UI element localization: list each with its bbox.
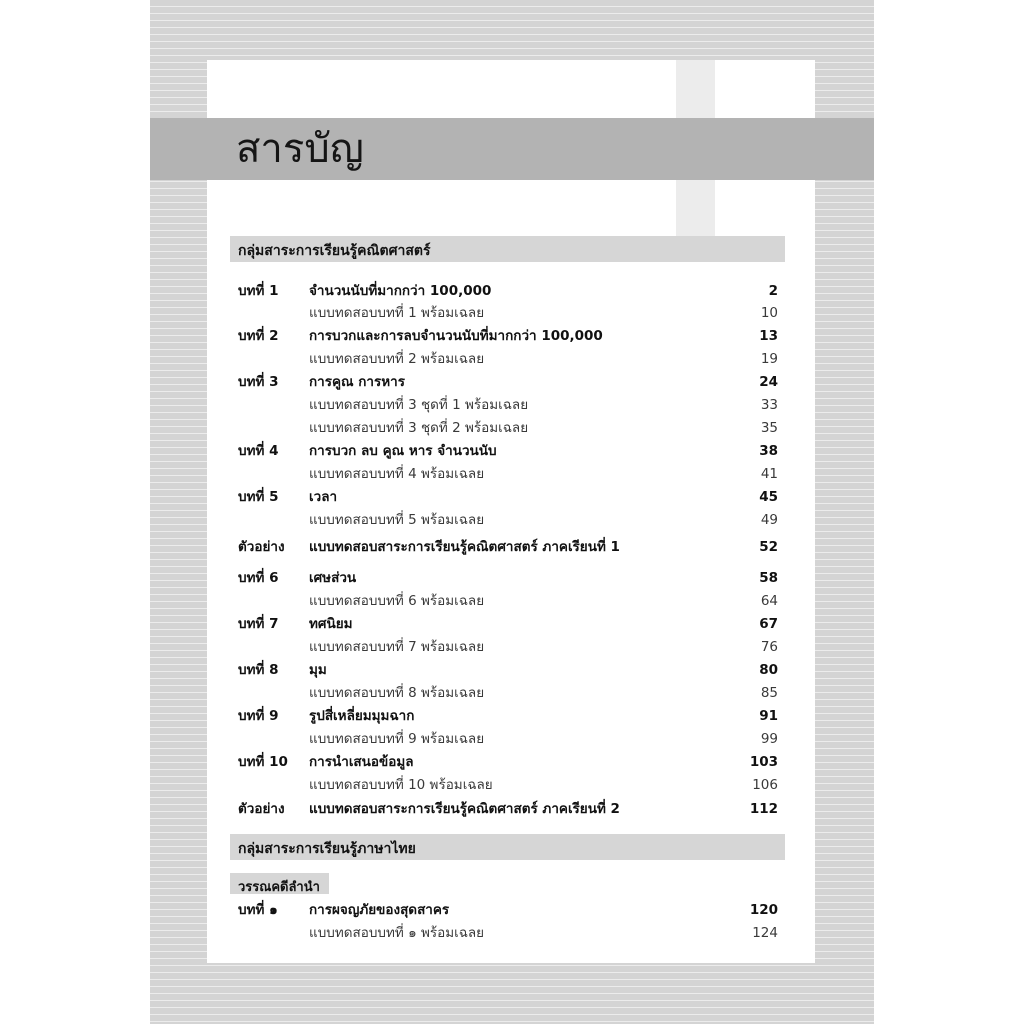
section-title-math: กลุ่มสาระการเรียนรู้คณิตศาสตร์ xyxy=(238,243,431,259)
chapter-title: แบบทดสอบสาระการเรียนรู้คณิตศาสตร์ ภาคเรียนที่ 2 xyxy=(309,801,620,817)
page-number: 33 xyxy=(760,397,778,413)
toc-row xyxy=(230,683,778,703)
page-number: 106 xyxy=(752,777,778,793)
page-number: 10 xyxy=(760,305,778,321)
section-title-thai: กลุ่มสาระการเรียนรู้ภาษาไทย xyxy=(238,841,416,857)
test-title: แบบทดสอบบทที่ 8 พร้อมเฉลย xyxy=(309,685,485,701)
toc-row xyxy=(230,923,778,943)
chapter-title: การนำเสนอข้อมูล xyxy=(309,754,414,770)
toc-row xyxy=(230,441,778,461)
toc-row xyxy=(230,349,778,369)
chapter-label: บทที่ 4 xyxy=(238,443,279,459)
chapter-label: บทที่ 9 xyxy=(238,708,279,724)
page-number: 85 xyxy=(760,685,778,701)
toc-row xyxy=(230,591,778,611)
page-number: 103 xyxy=(749,754,778,770)
toc-row xyxy=(230,729,778,749)
toc-row xyxy=(230,706,778,726)
page-number: 52 xyxy=(759,539,778,555)
page-number: 124 xyxy=(752,925,778,941)
chapter-title: เศษส่วน xyxy=(309,570,357,586)
chapter-label: บทที่ 3 xyxy=(238,374,279,390)
toc-row xyxy=(230,660,778,680)
toc-row xyxy=(230,614,778,634)
subsection-header xyxy=(230,873,329,894)
toc-row xyxy=(230,510,778,530)
chapter-title: การบวกและการลบจำนวนนับที่มากกว่า 100,000 xyxy=(309,328,603,344)
chapter-title: การคูณ การหาร xyxy=(309,374,405,390)
chapter-title: มุม xyxy=(309,662,327,678)
chapter-title: รูปสี่เหลี่ยมมุมฉาก xyxy=(309,708,415,724)
toc-row xyxy=(230,372,778,392)
page-number: 35 xyxy=(760,420,778,436)
chapter-label: บทที่ 6 xyxy=(238,570,279,586)
test-title: แบบทดสอบบทที่ 9 พร้อมเฉลย xyxy=(309,731,485,747)
page-number: 64 xyxy=(760,593,778,609)
page-number: 80 xyxy=(759,662,778,678)
chapter-label: บทที่ 10 xyxy=(238,754,288,770)
chapter-label: ตัวอย่าง xyxy=(238,539,285,555)
toc-row xyxy=(230,752,778,772)
toc-row xyxy=(230,568,778,588)
chapter-title: การผจญภัยของสุดสาคร xyxy=(309,902,450,918)
test-title: แบบทดสอบบทที่ 1 พร้อมเฉลย xyxy=(309,305,485,321)
page-number: 58 xyxy=(759,570,778,586)
section-header-thai xyxy=(230,834,785,860)
toc-row xyxy=(230,775,778,795)
chapter-title: แบบทดสอบสาระการเรียนรู้คณิตศาสตร์ ภาคเรียนที่ 1 xyxy=(309,539,620,555)
test-title: แบบทดสอบบทที่ 10 พร้อมเฉลย xyxy=(309,777,493,793)
page-number: 91 xyxy=(759,708,778,724)
page-number: 67 xyxy=(759,616,778,632)
page-number: 24 xyxy=(759,374,778,390)
page-title: สารบัญ xyxy=(236,126,364,172)
page-number: 41 xyxy=(760,466,778,482)
subsection-title: วรรณคดีลำนำ xyxy=(238,880,320,895)
toc-row xyxy=(230,464,778,484)
page-number: 2 xyxy=(768,283,778,299)
page-number: 38 xyxy=(759,443,778,459)
page-number: 120 xyxy=(749,902,778,918)
test-title: แบบทดสอบบทที่ 7 พร้อมเฉลย xyxy=(309,639,485,655)
chapter-title: การบวก ลบ คูณ หาร จำนวนนับ xyxy=(309,443,497,459)
page-number: 99 xyxy=(760,731,778,747)
test-title: แบบทดสอบบทที่ 3 ชุดที่ 2 พร้อมเฉลย xyxy=(309,420,529,436)
toc-row xyxy=(230,418,778,438)
toc-row xyxy=(230,326,778,346)
toc-row xyxy=(230,395,778,415)
test-title: แบบทดสอบบทที่ 2 พร้อมเฉลย xyxy=(309,351,485,367)
chapter-label: บทที่ 8 xyxy=(238,662,279,678)
page-number: 49 xyxy=(760,512,778,528)
chapter-label: ตัวอย่าง xyxy=(238,801,285,817)
toc-row xyxy=(230,303,778,323)
chapter-label: บทที่ 7 xyxy=(238,616,279,632)
chapter-label: บทที่ 2 xyxy=(238,328,279,344)
chapter-label: บทที่ 1 xyxy=(238,283,279,299)
chapter-title: จำนวนนับที่มากกว่า 100,000 xyxy=(309,283,492,299)
page-number: 112 xyxy=(749,801,778,817)
chapter-label: บทที่ ๑ xyxy=(238,902,278,918)
test-title: แบบทดสอบบทที่ 3 ชุดที่ 1 พร้อมเฉลย xyxy=(309,397,529,413)
test-title: แบบทดสอบบทที่ 6 พร้อมเฉลย xyxy=(309,593,485,609)
page-number: 45 xyxy=(759,489,778,505)
toc-row xyxy=(230,281,778,301)
toc-row xyxy=(230,799,778,819)
chapter-label: บทที่ 5 xyxy=(238,489,279,505)
chapter-title: ทศนิยม xyxy=(309,616,353,632)
page-number: 76 xyxy=(760,639,778,655)
test-title: แบบทดสอบบทที่ 5 พร้อมเฉลย xyxy=(309,512,485,528)
toc-row xyxy=(230,637,778,657)
test-title: แบบทดสอบบทที่ 4 พร้อมเฉลย xyxy=(309,466,485,482)
page-number: 19 xyxy=(760,351,778,367)
chapter-title: เวลา xyxy=(309,489,338,505)
page-number: 13 xyxy=(759,328,778,344)
toc-row xyxy=(230,900,778,920)
toc-row xyxy=(230,537,778,557)
test-title: แบบทดสอบบทที่ ๑ พร้อมเฉลย xyxy=(309,925,485,941)
toc-row xyxy=(230,487,778,507)
section-header-math xyxy=(230,236,785,262)
